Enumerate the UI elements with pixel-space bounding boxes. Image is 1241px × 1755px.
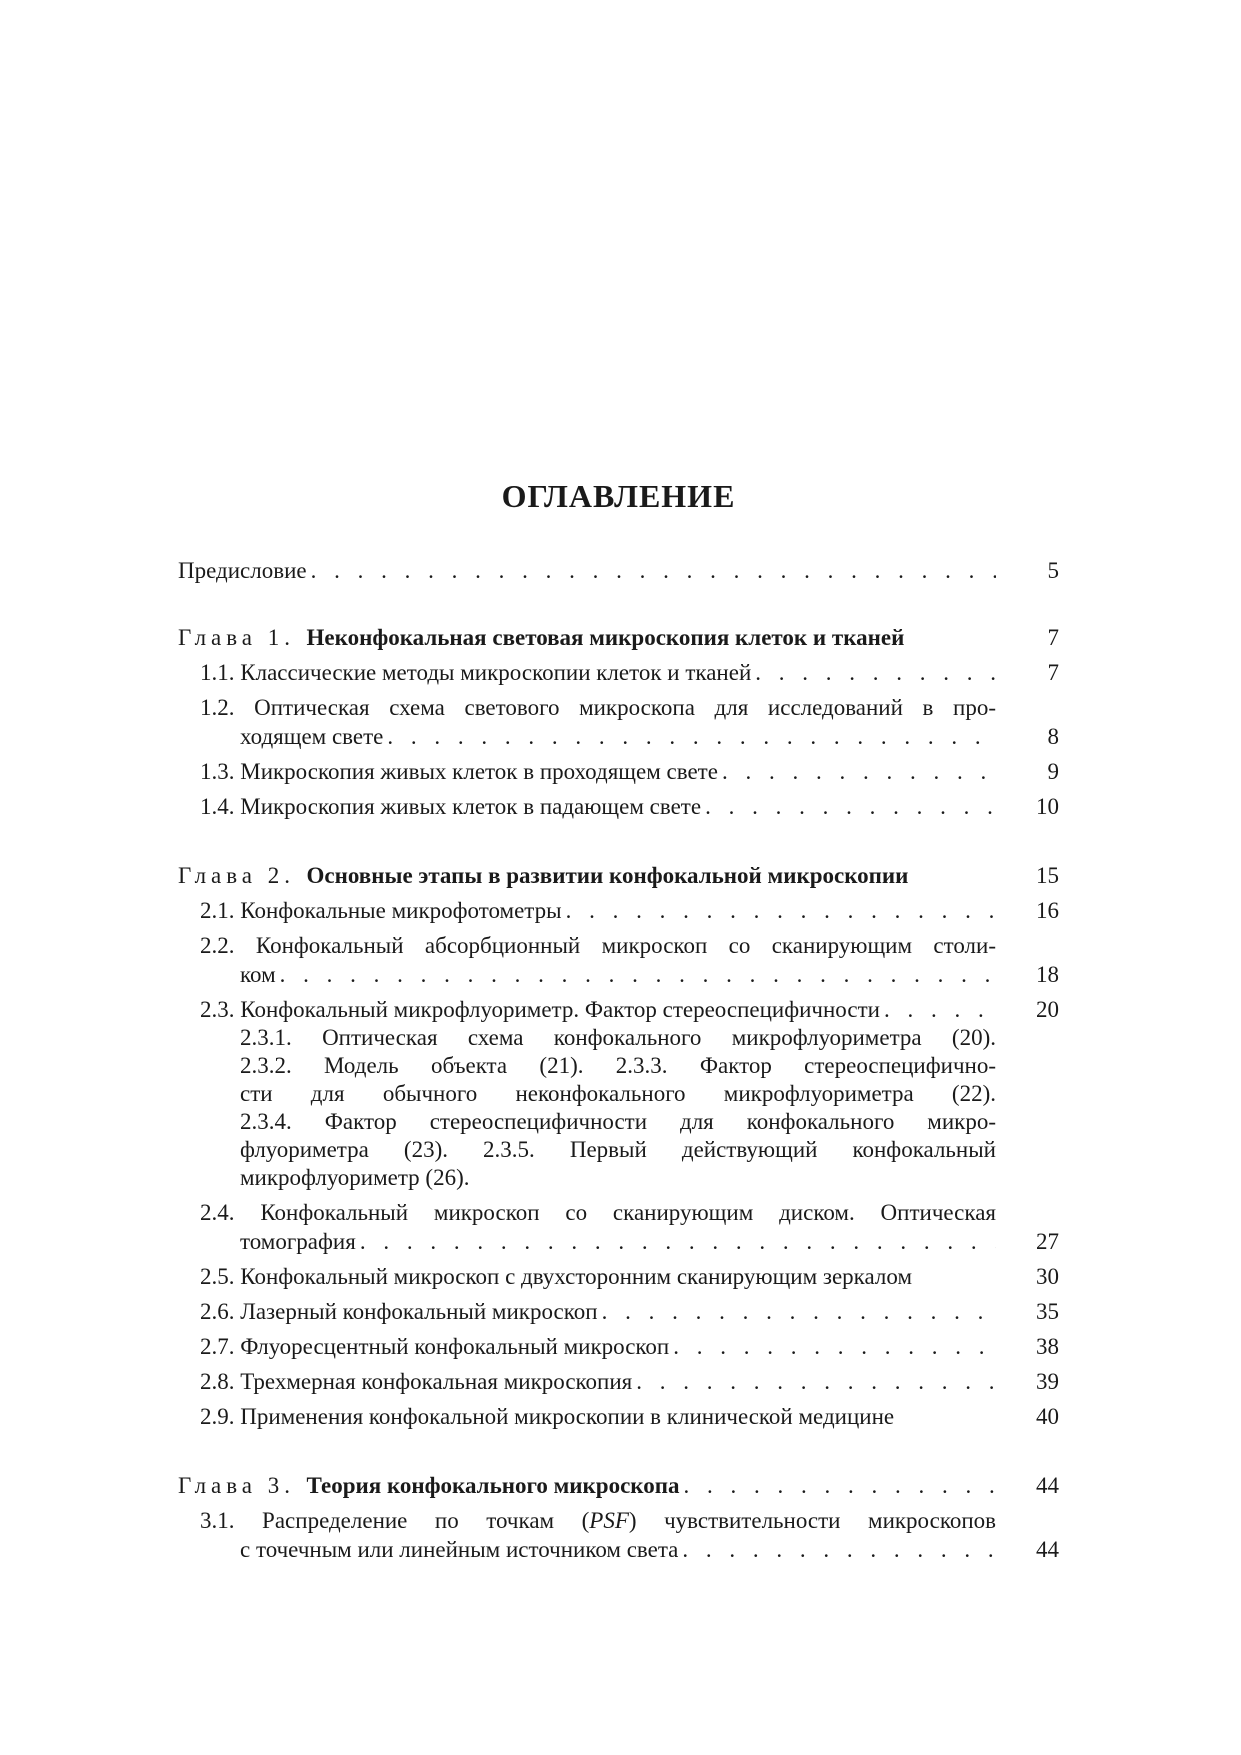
subsection-line[interactable]: флуориметра (23). 2.3.5. Первый действующий конфокальный <box>240 1137 996 1162</box>
toc-section-1-2[interactable] <box>178 693 1059 751</box>
section-title-line2: с точечным или линейным источником света <box>240 1537 679 1562</box>
toc-entry-preface[interactable] <box>178 556 1059 585</box>
section-title: Классические методы микроскопии клеток и тканей <box>240 660 752 685</box>
toc-page-number: 39 <box>1036 1369 1059 1394</box>
toc-page-number: 44 <box>1036 1537 1059 1562</box>
section-title-line1-b: ) чувствительности микроскопов <box>628 1508 997 1533</box>
chapter-title: Неконфокальная световая микроскопия клеток и тканей <box>306 625 905 650</box>
toc-section-2-8[interactable] <box>178 1367 1059 1396</box>
section-title: Применения конфокальной микроскопии в клинической медицине <box>240 1404 895 1429</box>
leader-dots <box>701 792 996 821</box>
section-title-line1: Оптическая схема светового микроскопа для исследований в про- <box>254 695 997 720</box>
toc-page-number: 30 <box>1036 1264 1059 1289</box>
section-number: 2.1. <box>200 898 235 923</box>
toc-page-number: 44 <box>1036 1473 1059 1498</box>
toc-page-number: 38 <box>1036 1334 1059 1359</box>
leader-dots <box>383 722 996 751</box>
page-title: ОГЛАВЛЕНИЕ <box>501 478 736 514</box>
section-title-line2: ком <box>240 962 276 987</box>
leader-dots <box>598 1297 996 1326</box>
toc-section-2-5[interactable] <box>178 1262 1059 1291</box>
toc-page-number: 20 <box>1036 997 1059 1022</box>
subsection-list <box>200 1024 996 1192</box>
section-number: 2.8. <box>200 1369 235 1394</box>
toc-page-number: 15 <box>1036 863 1059 888</box>
subsection-line[interactable]: 2.3.1. Оптическая схема конфокального микрофлуориметра (20). <box>240 1025 996 1050</box>
section-title-line2: ходящем свете <box>240 724 384 749</box>
toc-page-number: 8 <box>1047 724 1059 749</box>
section-title-line1: Конфокальный абсорбционный микроскоп со сканирующим столи- <box>255 933 996 958</box>
toc-page-number: 16 <box>1036 898 1059 923</box>
toc-page-number: 7 <box>1047 660 1059 685</box>
section-number: 1.1. <box>200 660 235 685</box>
leader-dots <box>669 1332 996 1361</box>
section-title: Трехмерная конфокальная микроскопия <box>240 1369 633 1394</box>
chapter-label: Глава 1. <box>178 625 296 650</box>
toc-section-3-1[interactable] <box>178 1506 1059 1564</box>
section-number: 2.3. <box>200 997 235 1022</box>
section-title-line2: томография <box>240 1229 356 1254</box>
section-title-line1: Конфокальный микроскоп со сканирующим диском. Оптическая <box>260 1200 996 1225</box>
chapter-title: Теория конфокального микроскопа <box>306 1473 680 1498</box>
chapter-label: Глава 2. <box>178 863 296 888</box>
section-title: Микроскопия живых клеток в падающем свете <box>240 794 702 819</box>
subsection-line[interactable]: сти для обычного неконфокального микрофлуориметра (22). <box>240 1081 996 1106</box>
section-number: 2.5. <box>200 1264 235 1289</box>
leader-dots <box>880 995 996 1024</box>
toc-page-number: 9 <box>1047 759 1059 784</box>
section-number: 3.1. <box>200 1508 235 1533</box>
section-title: Лазерный конфокальный микроскоп <box>240 1299 598 1324</box>
toc-chapter-3[interactable] <box>178 1471 1059 1500</box>
toc-page-number: 27 <box>1036 1229 1059 1254</box>
toc-entry-label: Предисловие <box>178 558 307 583</box>
section-title-line1-a: Распределение по точкам ( <box>262 1508 590 1533</box>
toc-page-number: 40 <box>1036 1404 1059 1429</box>
toc-section-2-6[interactable] <box>178 1297 1059 1326</box>
section-title: Флуоресцентный конфокальный микроскоп <box>240 1334 670 1359</box>
toc-section-2-4[interactable] <box>178 1198 1059 1256</box>
table-of-contents <box>178 556 1059 1564</box>
toc-section-1-4[interactable] <box>178 792 1059 821</box>
toc-section-2-1[interactable] <box>178 896 1059 925</box>
subsection-line[interactable]: 2.3.2. Модель объекта (21). 2.3.3. Фактор стереоспецифично- <box>240 1053 996 1078</box>
leader-dots <box>562 896 996 925</box>
section-number: 1.2. <box>200 695 235 720</box>
section-number: 2.2. <box>200 933 235 958</box>
toc-page-number: 5 <box>1047 558 1059 583</box>
toc-page-number: 35 <box>1036 1299 1059 1324</box>
toc-section-1-3[interactable] <box>178 757 1059 786</box>
psf-abbreviation: PSF <box>589 1508 629 1533</box>
section-title: Конфокальный микрофлуориметр. Фактор стереоспецифичности <box>240 997 880 1022</box>
section-number: 2.4. <box>200 1200 235 1225</box>
leader-dots <box>356 1227 996 1256</box>
leader-dots <box>678 1535 996 1564</box>
section-number: 2.7. <box>200 1334 235 1359</box>
toc-section-2-7[interactable] <box>178 1332 1059 1361</box>
toc-page-number: 7 <box>1047 625 1059 650</box>
subsection-line[interactable]: микрофлуориметр (26). <box>240 1165 470 1190</box>
section-number: 2.6. <box>200 1299 235 1324</box>
leader-dots <box>718 757 996 786</box>
leader-dots <box>276 960 996 989</box>
leader-dots <box>679 1471 996 1500</box>
section-title: Конфокальный микроскоп с двухсторонним сканирующим зеркалом <box>240 1264 913 1289</box>
chapter-title: Основные этапы в развитии конфокальной микроскопии <box>306 863 909 888</box>
toc-chapter-1[interactable] <box>178 623 1059 652</box>
toc-section-1-1[interactable] <box>178 658 1059 687</box>
leader-dots <box>307 556 996 585</box>
toc-page-number: 18 <box>1036 962 1059 987</box>
section-number: 1.3. <box>200 759 235 784</box>
section-number: 1.4. <box>200 794 235 819</box>
chapter-label: Глава 3. <box>178 1473 296 1498</box>
toc-chapter-2[interactable] <box>178 861 1059 890</box>
leader-dots <box>632 1367 996 1396</box>
section-title: Микроскопия живых клеток в проходящем свете <box>240 759 718 784</box>
section-number: 2.9. <box>200 1404 235 1429</box>
section-title: Конфокальные микрофотометры <box>240 898 562 923</box>
subsection-line[interactable]: 2.3.4. Фактор стереоспецифичности для конфокального микро- <box>240 1109 996 1134</box>
toc-section-2-2[interactable] <box>178 931 1059 989</box>
toc-section-2-9[interactable] <box>178 1402 1059 1431</box>
toc-section-2-3[interactable] <box>178 995 1059 1192</box>
leader-dots <box>751 658 996 687</box>
toc-page-number: 10 <box>1036 794 1059 819</box>
